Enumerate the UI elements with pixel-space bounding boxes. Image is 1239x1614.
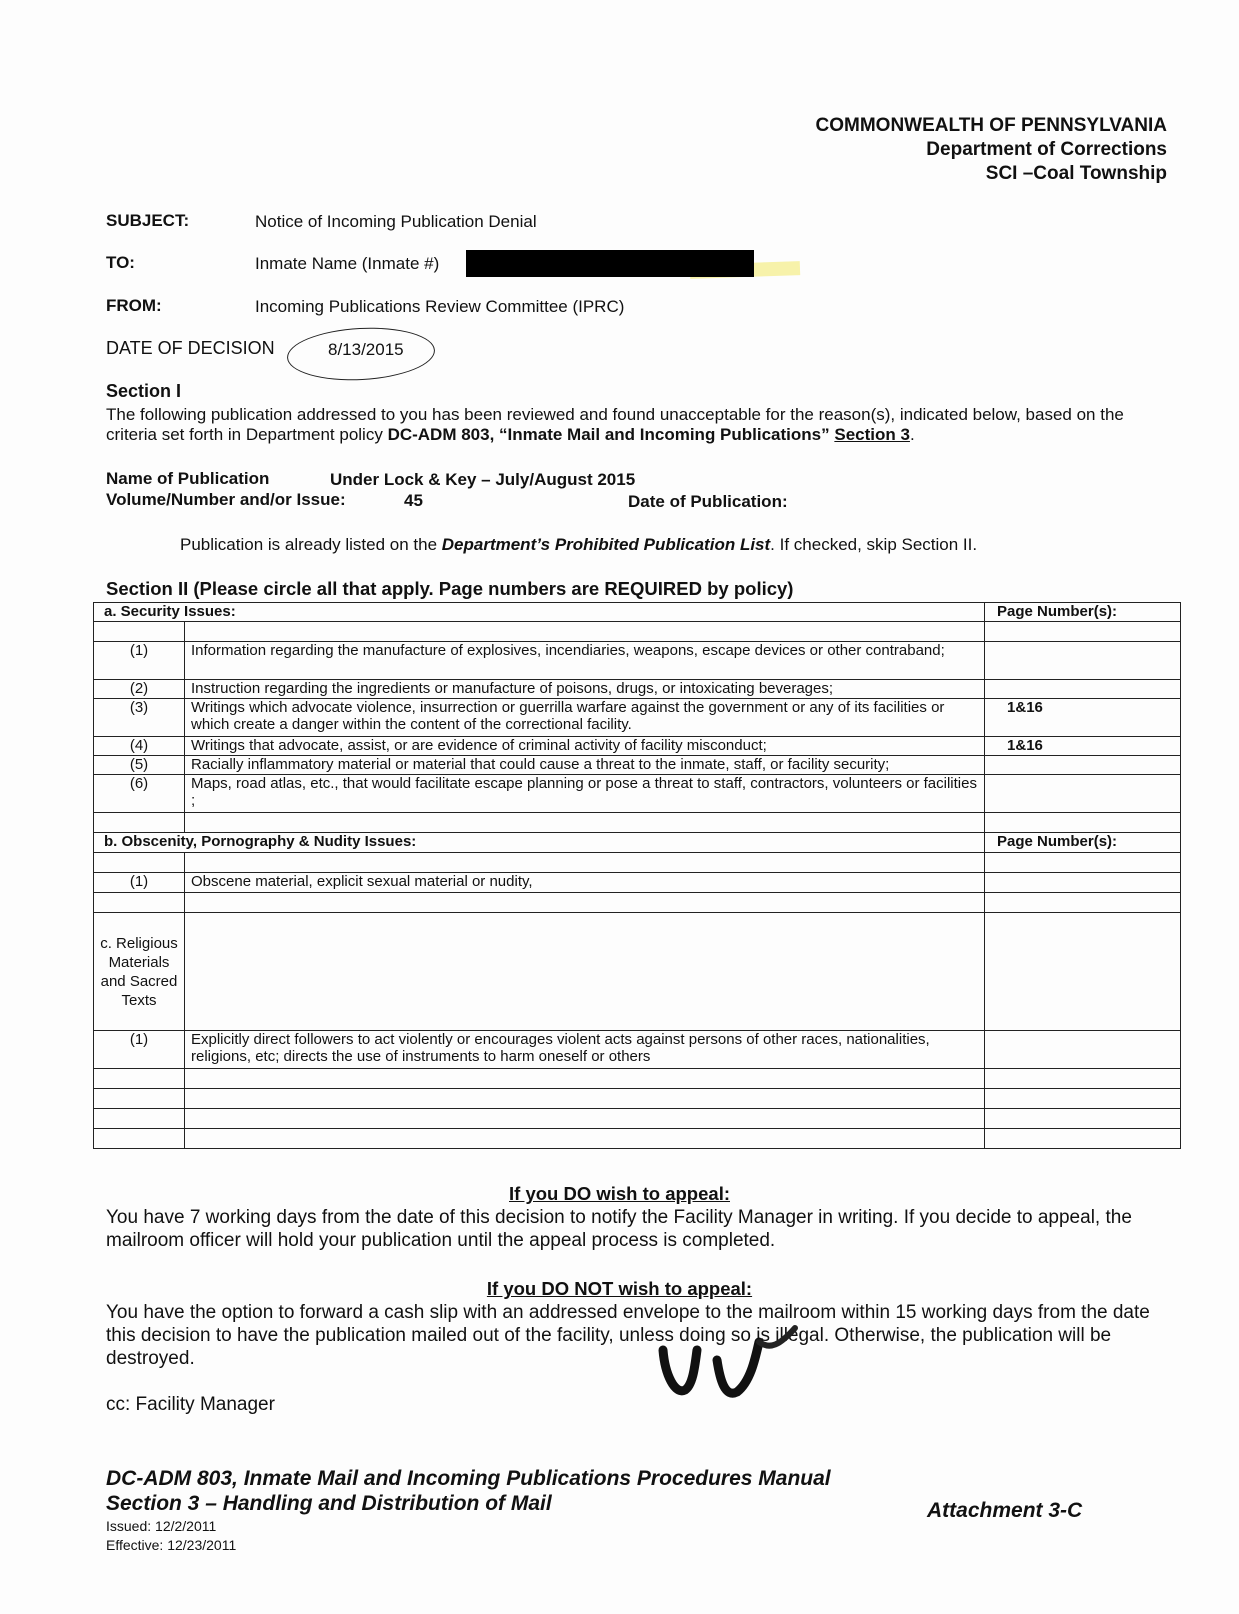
do-not-appeal-text: You have the option to forward a cash slip with an addressed envelope to the mailroom within 15 working days from the date this decision to have the publication mailed out of the facility, unless doing so is illegal. Otherwise, the publication will be destroyed.: [106, 1302, 1150, 1369]
section2-title: Section II (Please circle all that apply. Page numbers are REQUIRED by policy): [106, 578, 794, 599]
item-number: (3): [94, 699, 185, 737]
criterion-text: Information regarding the manufacture of explosives, incendiaries, weapons, escape devices or other contraband;: [185, 642, 985, 680]
table-row: [94, 813, 1181, 833]
footer-section-title: Section 3 – Handling and Distribution of Mail: [106, 1492, 552, 1515]
item-number: (1): [94, 873, 185, 893]
item-number: (1): [94, 1031, 185, 1069]
footer-issued: Issued: 12/2/2011: [106, 1518, 217, 1534]
table-row: [94, 853, 1181, 873]
security-header-row: [94, 603, 1181, 622]
do-not-appeal-title: If you DO NOT wish to appeal:: [486, 1278, 753, 1299]
religious-header-row: [94, 913, 1181, 1031]
item-number: (1): [94, 642, 185, 680]
obscenity-issues-header: b. Obscenity, Pornography & Nudity Issues:: [94, 833, 985, 853]
footer-manual-title: DC-ADM 803, Inmate Mail and Incoming Publications Procedures Manual: [106, 1467, 831, 1490]
handwritten-initials: [655, 1320, 805, 1410]
publication-name-label: Name of Publication: [106, 469, 270, 488]
table-row: [94, 1031, 1181, 1069]
header-facility: SCI –Coal Township: [985, 163, 1167, 184]
section3-reference: Section 3: [834, 425, 910, 444]
section1-text-part1: The following publication addressed to you has been reviewed and found unacceptable for the reason(s), indicated below, based on the criteria set forth in Department policy: [106, 405, 1124, 444]
page-numbers-cell: [985, 873, 1181, 893]
header-department: Department of Corrections: [926, 139, 1167, 160]
prohibited-list-name: Department’s Prohibited Publication List: [441, 535, 771, 554]
publication-date-label: Date of Publication:: [628, 492, 788, 511]
section1-text: [106, 405, 1126, 445]
header-commonwealth: COMMONWEALTH OF PENNSYLVANIA: [815, 115, 1167, 136]
page-numbers-cell: [985, 642, 1181, 680]
table-row: [94, 622, 1181, 642]
table-row: [94, 1129, 1181, 1149]
table-row: [94, 699, 1181, 737]
prohibited-note-part2: . If checked, skip Section II.: [770, 535, 978, 554]
section1-title: Section I: [106, 381, 182, 401]
redaction-bar: [466, 250, 754, 277]
table-row: [94, 1069, 1181, 1089]
religious-materials-header: c. Religious Materials and Sacred Texts: [94, 913, 185, 1031]
from-value: Incoming Publications Review Committee (IPRC): [255, 297, 625, 316]
date-of-decision-value: 8/13/2015: [328, 340, 404, 359]
criterion-text: Writings which advocate violence, insurrection or guerrilla warfare against the government or any of its facilities or which create a danger within the content of the correctional facility.: [185, 699, 985, 737]
date-of-decision-label: DATE OF DECISION: [106, 338, 275, 358]
to-label: TO:: [106, 253, 135, 272]
volume-value: 45: [404, 491, 423, 510]
section1-text-end: .: [909, 425, 915, 444]
criterion-text: Explicitly direct followers to act violently or encourages violent acts against persons of other races, nationalities, religions, etc; directs the use of instruments to harm oneself or others: [185, 1031, 985, 1069]
page-numbers-cell: [985, 775, 1181, 813]
criteria-table: [93, 602, 1181, 1149]
table-row: [94, 756, 1181, 775]
table-row: [94, 680, 1181, 699]
item-number: (6): [94, 775, 185, 813]
item-number: (4): [94, 737, 185, 756]
table-row: [94, 873, 1181, 893]
publication-name-value: Under Lock & Key – July/August 2015: [330, 470, 636, 489]
criterion-text: Maps, road atlas, etc., that would facilitate escape planning or pose a threat to staff, contractors, volunteers or facilities ;: [185, 775, 985, 813]
criterion-text: Racially inflammatory material or material that could cause a threat to the inmate, staff, or facility security;: [185, 756, 985, 775]
security-issues-header: a. Security Issues:: [94, 603, 985, 622]
prohibited-list-note: [180, 535, 977, 555]
table-row: [94, 1109, 1181, 1129]
to-value: Inmate Name (Inmate #): [255, 254, 440, 273]
page-numbers-cell: 1&16: [985, 699, 1181, 737]
policy-reference: DC-ADM 803, “Inmate Mail and Incoming Publications”: [387, 425, 830, 444]
page-numbers-cell: [985, 756, 1181, 775]
item-number: (5): [94, 756, 185, 775]
page-numbers-cell: [985, 680, 1181, 699]
subject-value: Notice of Incoming Publication Denial: [255, 212, 537, 231]
page-numbers-cell: 1&16: [985, 737, 1181, 756]
table-row: [94, 642, 1181, 680]
table-row: [94, 737, 1181, 756]
criterion-text: Writings that advocate, assist, or are evidence of criminal activity of facility misconduct;: [185, 737, 985, 756]
obscenity-header-row: [94, 833, 1181, 853]
cc-line: cc: Facility Manager: [106, 1394, 275, 1415]
page-numbers-header: Page Number(s):: [985, 833, 1181, 853]
volume-label: Volume/Number and/or Issue:: [106, 490, 346, 509]
footer-attachment: Attachment 3-C: [927, 1499, 1083, 1522]
table-row: [94, 893, 1181, 913]
do-appeal-title: If you DO wish to appeal:: [509, 1183, 730, 1204]
criterion-text: Instruction regarding the ingredients or manufacture of poisons, drugs, or intoxicating beverages;: [185, 680, 985, 699]
from-label: FROM:: [106, 296, 162, 315]
table-row: [94, 1089, 1181, 1109]
header-block: [816, 114, 1167, 186]
do-appeal-text: You have 7 working days from the date of this decision to notify the Facility Manager in writing. If you decide to appeal, the mailroom officer will hold your publication until the appeal process is completed.: [106, 1207, 1132, 1251]
page-numbers-cell: [985, 1031, 1181, 1069]
item-number: (2): [94, 680, 185, 699]
criterion-text: Obscene material, explicit sexual material or nudity,: [185, 873, 985, 893]
subject-label: SUBJECT:: [106, 211, 190, 230]
table-row: [94, 775, 1181, 813]
page-numbers-header: Page Number(s):: [985, 603, 1181, 622]
prohibited-note-part1: Publication is already listed on the: [180, 535, 442, 554]
footer-effective: Effective: 12/23/2011: [106, 1537, 237, 1553]
